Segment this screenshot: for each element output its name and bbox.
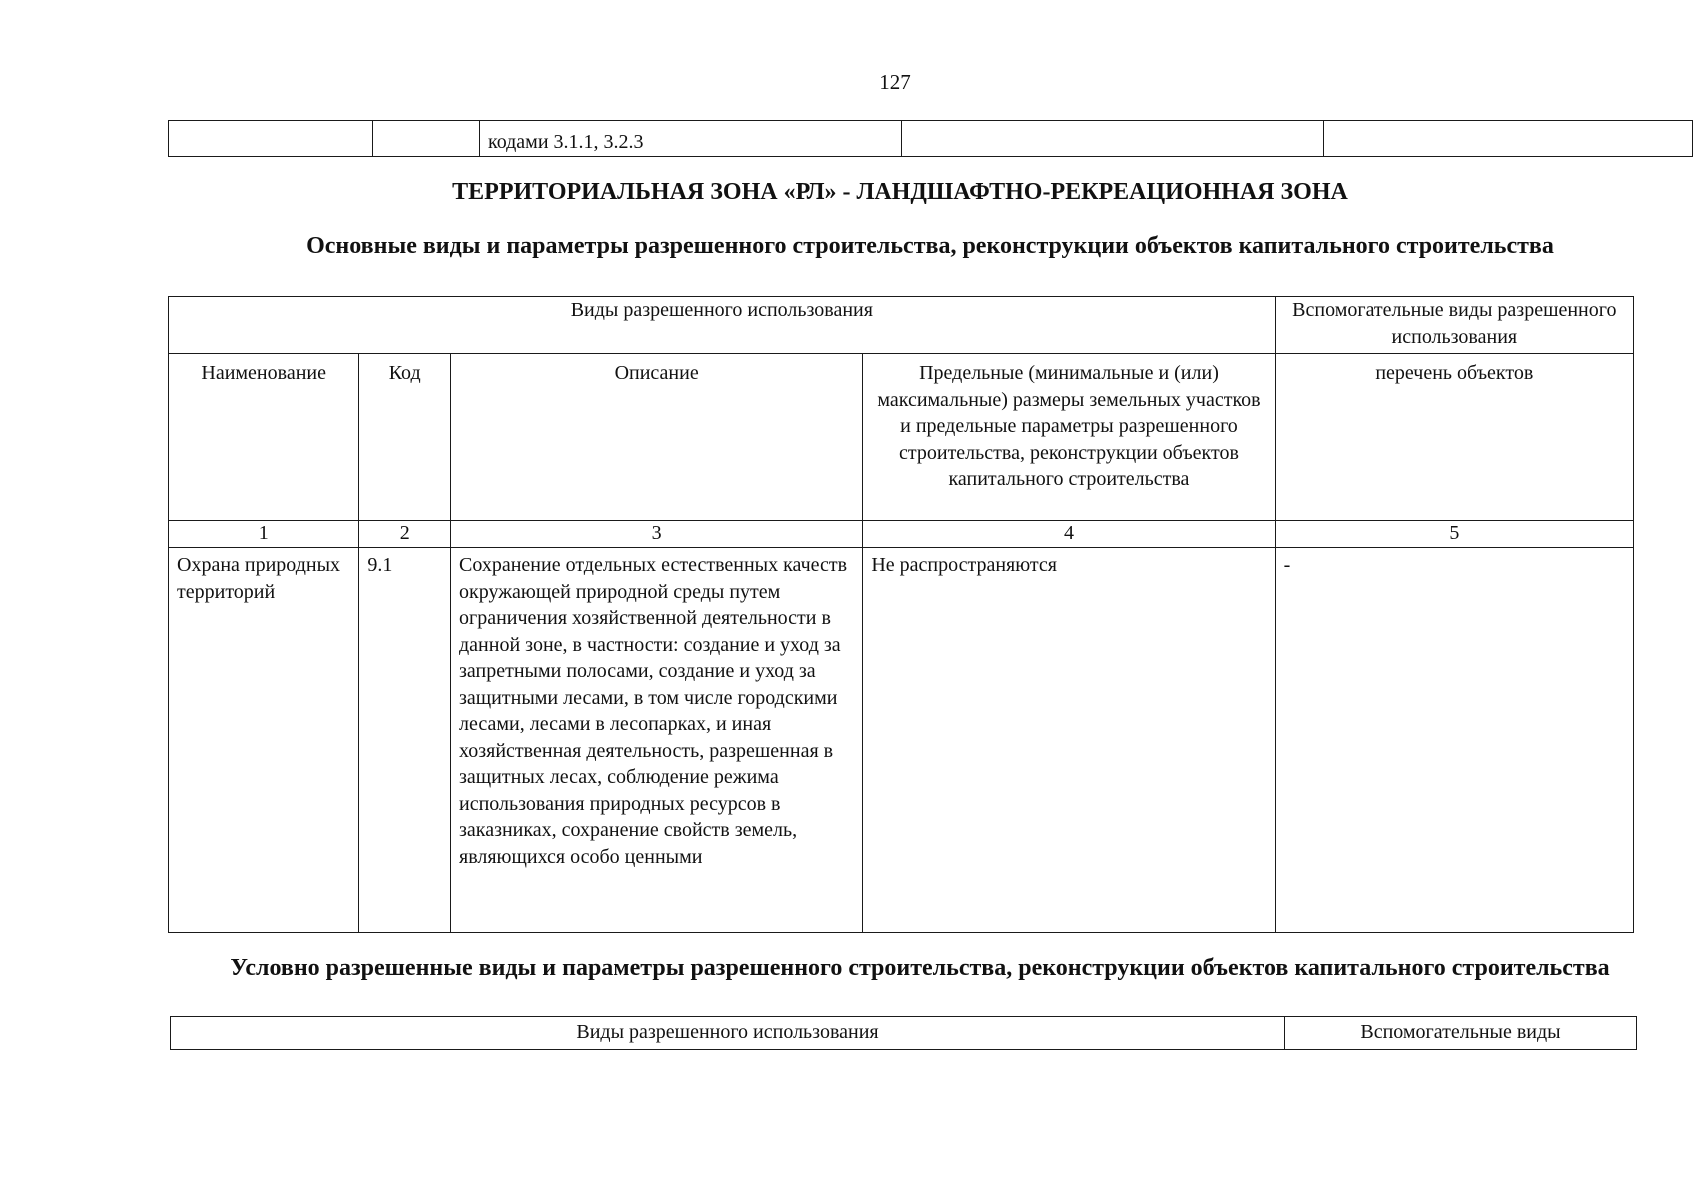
group-header-auxiliary: Вспомогательные виды разрешенного использования (1275, 297, 1633, 354)
column-number: 4 (863, 521, 1275, 548)
column-number: 2 (359, 521, 451, 548)
column-number: 3 (451, 521, 863, 548)
main-permitted-uses-table (168, 296, 1634, 933)
table-header-row (169, 354, 1634, 521)
table-header-row (171, 1017, 1637, 1050)
table-cell (1324, 121, 1693, 157)
column-header-code: Код (359, 354, 451, 521)
column-number: 1 (169, 521, 359, 548)
table-row (169, 121, 1693, 157)
page-number: 127 (879, 70, 911, 94)
cell-limits: Не распространяются (863, 548, 1275, 933)
table-cell: кодами 3.1.1, 3.2.3 (480, 121, 902, 157)
column-header-limits: Предельные (минимальные и (или) максимальные) размеры земельных участков и предельные параметры разрешенного строительства, реконструкции объектов капитального строительства (863, 354, 1275, 521)
conditional-uses-table (170, 1016, 1637, 1050)
table-cell (902, 121, 1324, 157)
group-header-permitted: Виды разрешенного использования (171, 1017, 1285, 1050)
group-header-permitted: Виды разрешенного использования (169, 297, 1276, 354)
group-header-auxiliary: Вспомогательные виды (1285, 1017, 1637, 1050)
cell-objects: - (1275, 548, 1633, 933)
column-header-name: Наименование (169, 354, 359, 521)
conditional-section-title: Условно разрешенные виды и параметры разрешенного строительства, реконструкции объектов капитального строительства (230, 955, 1610, 981)
table-header-row (169, 297, 1634, 354)
table-row (169, 548, 1634, 933)
cell-description: Сохранение отдельных естественных качеств окружающей природной среды путем ограничения хозяйственной деятельности в данной зоне, в частности: создание и уход за запретными полосами, создание и уход за защитными лесами, в том числе городскими лесами, лесами в лесопарках, и иная хозяйственная деятельность, разрешенная в защитных лесах, соблюдение режима использования природных ресурсов в заказниках, сохранение свойств земель, являющихся особо ценными (451, 548, 863, 933)
zone-title: ТЕРРИТОРИАЛЬНАЯ ЗОНА «РЛ» - ЛАНДШАФТНО-РЕКРЕАЦИОННАЯ ЗОНА (452, 179, 1348, 205)
column-number: 5 (1275, 521, 1633, 548)
column-header-objects: перечень объектов (1275, 354, 1633, 521)
continuation-table (168, 120, 1693, 157)
column-header-description: Описание (451, 354, 863, 521)
column-numbers-row (169, 521, 1634, 548)
cell-code: 9.1 (359, 548, 451, 933)
table-cell (373, 121, 480, 157)
cell-name: Охрана природных территорий (169, 548, 359, 933)
table-cell (169, 121, 373, 157)
main-section-title: Основные виды и параметры разрешенного строительства, реконструкции объектов капитального строительства (306, 233, 1554, 259)
